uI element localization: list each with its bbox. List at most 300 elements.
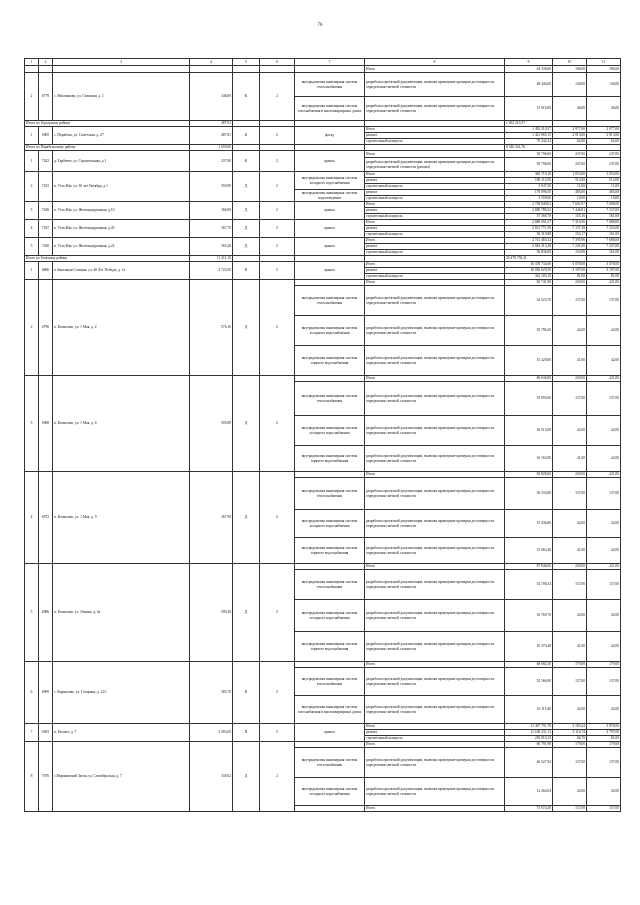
element-cell: внутридомовая инженерная система теплоснабжения — [295, 286, 365, 316]
area-cell: 576,10 — [190, 280, 233, 376]
work-type-cell: Итого — [365, 806, 505, 812]
column-number-row — [25, 59, 621, 66]
house-id-cell: 6796 — [39, 280, 53, 376]
column-number: 10 — [553, 59, 587, 66]
floors-cell: 2 — [260, 238, 295, 256]
row-number-cell: 5 — [25, 238, 39, 256]
cost-total-cell: 1 492 210,37 — [505, 127, 553, 133]
address-cell: п. Копылово, ул. 1 Мая, д. 9 — [53, 472, 190, 564]
unit-cost-cell: 247,00 — [553, 158, 587, 172]
category-cell: Д — [233, 220, 260, 238]
work-type-cell: строительный контроль — [365, 250, 505, 256]
element-cell: внутридомовая инженерная система теплоснабжения — [295, 748, 365, 778]
unit-cost-cell: 41,00 — [553, 446, 587, 472]
category-cell: Д — [233, 472, 260, 564]
cost-total-cell: 86 636,00 — [505, 376, 553, 382]
cost-total-cell: 64 336,06 — [505, 66, 553, 73]
work-type-cell: разработка проектной документации, включая проведение проверки достоверности определения сметной стоимости — [365, 446, 505, 472]
area-cell — [190, 66, 233, 73]
work-type-cell: строительный контроль — [365, 139, 505, 145]
column-number: 4 — [190, 59, 233, 66]
cost-total-cell: 53 959,60 — [505, 382, 553, 416]
cost-total-cell: 190 115,50 — [505, 178, 553, 184]
unit-cost-cell: 155,16 — [553, 214, 587, 220]
address-cell: с.Моряковский Затон, ул. Сентябрьская, д. 7 — [53, 742, 190, 812]
column-number: 9 — [505, 59, 553, 66]
element-cell: внутридомовая инженерная система холодного водоснабжения — [295, 600, 365, 632]
work-type-cell: строительный контроль — [365, 214, 505, 220]
house-id-cell: 6986 — [39, 564, 53, 662]
address-cell: с. Корнилово, ул. Гагарина, д. 12/1 — [53, 662, 190, 724]
work-type-cell: Итого — [365, 66, 505, 73]
address-cell: с. Моычаново, ул. Стишкин, д. 1 — [53, 73, 190, 121]
cost-total-cell: 15 916,00 — [505, 97, 553, 121]
cost-total-cell: 15 436,86 — [505, 510, 553, 538]
work-type-cell: Итого — [365, 202, 505, 208]
unit-cost-cell: 2 977,00 — [553, 127, 587, 133]
max-unit-cost-cell: 221,00 — [587, 472, 621, 478]
max-unit-cost-cell: 247,00 — [587, 158, 621, 172]
unit-cost-cell: 3 197,00 — [553, 268, 587, 274]
max-unit-cost-cell: 140,00 — [587, 73, 621, 97]
area-cell: 237,80 — [190, 151, 233, 172]
table-row — [25, 73, 621, 91]
unit-cost-cell: 2 913,00 — [553, 133, 587, 139]
floors-cell — [260, 66, 295, 73]
work-type-cell: Итого — [365, 662, 505, 668]
element-cell: крыша — [295, 262, 365, 280]
max-unit-cost-cell: 221,00 — [587, 280, 621, 286]
work-type-cell: Итого — [365, 724, 505, 730]
floors-cell: 2 — [260, 280, 295, 376]
element-cell: внутридомовая инженерная система холодного водоснабжения — [295, 778, 365, 806]
work-type-cell: разработка проектной документации, включая проведение проверки достоверности определения сметной стоимости — [365, 316, 505, 346]
cost-total-cell: 365 719,10 — [505, 172, 553, 178]
floors-cell: 2 — [260, 202, 295, 220]
unit-cost-cell: 3 183,44 — [553, 724, 587, 730]
cost-total-cell: 3 559,60 — [505, 196, 553, 202]
work-type-cell: разработка проектной документации, включая проведение проверки достоверности определения сметной стоимости — [365, 632, 505, 662]
max-unit-cost-cell: 46,00 — [587, 97, 621, 121]
area-cell: 487,81 — [190, 127, 233, 145]
element-cell: внутридомовая инженерная система теплоснабжения — [295, 668, 365, 696]
work-type-cell: разработка проектной документации, включая проведение проверки достоверности определения сметной стоимости — [365, 346, 505, 376]
area-cell: 11 411,10 — [190, 256, 233, 262]
floors-cell: 2 — [260, 151, 295, 172]
work-type-cell: строительный контроль — [365, 736, 505, 742]
category-cell: Д — [233, 742, 260, 812]
floors-cell: 2 — [260, 564, 295, 662]
work-type-cell: Итого — [365, 280, 505, 286]
unit-cost-cell: 42,00 — [553, 316, 587, 346]
district-label: Итого по Томскому району — [25, 256, 190, 262]
element-cell: внутридомовая инженерная система газоснабжения в многоквартирных домах — [295, 97, 365, 121]
address-cell: п. Усть-Юн, ул. Железнодорожная, д.20 — [53, 220, 190, 238]
cost-total-cell: 2 680 786,32 — [505, 208, 553, 214]
unit-cost-cell: 137,00 — [553, 668, 587, 696]
element-cell: внутридомовая инженерная система газоснабжения в многоквартирных домах — [295, 696, 365, 724]
area-cell: 599,28 — [190, 564, 233, 662]
max-unit-cost-cell: 42,00 — [587, 346, 621, 376]
cost-total-cell: 2 738 849,02 — [505, 202, 553, 208]
work-type-cell: разработка проектной документации, включая проведение проверки достоверности определения сметной стоимости — [365, 97, 505, 121]
unit-cost-cell: 42,00 — [553, 600, 587, 632]
house-id-cell: 7438 — [39, 238, 53, 256]
cost-total-cell: 2 688 091,27 — [505, 220, 553, 226]
element-cell: внутридомовая инженерная система теплоснабжения — [295, 73, 365, 97]
area-cell: 365,20 — [190, 238, 233, 256]
element-cell: крыша — [295, 724, 365, 742]
work-type-cell: Итого — [365, 220, 505, 226]
address-cell — [53, 66, 190, 73]
element-cell: внутридомовая инженерная система теплоснабжения — [295, 382, 365, 416]
work-type-cell: строительный контроль — [365, 196, 505, 202]
column-number: 2 — [39, 59, 53, 66]
floors-cell: 5 — [260, 262, 295, 280]
page-number: 76 — [317, 23, 323, 28]
max-unit-cost-cell: 42,00 — [587, 778, 621, 806]
category-cell — [233, 66, 260, 73]
column-number: 3 — [53, 59, 190, 66]
work-type-cell: разработка проектной документации, включая проведение проверки достоверности определения сметной стоимости — [365, 696, 505, 724]
category-cell: Д — [233, 172, 260, 202]
work-type-cell: ремонт — [365, 268, 505, 274]
max-unit-cost-cell: 2 913,00 — [587, 133, 621, 139]
max-unit-cost-cell: 7 525,00 — [587, 226, 621, 232]
address-cell: п. Рассвет, д. 7 — [53, 724, 190, 742]
max-unit-cost-cell: 7 688,00 — [587, 202, 621, 208]
work-type-cell: ремонт — [365, 208, 505, 214]
address-cell: п. Усть-Юн, ул. Железнодорожная, д.22 — [53, 238, 190, 256]
category-cell: П — [233, 724, 260, 742]
unit-cost-cell: 137,00 — [553, 748, 587, 778]
unit-cost-cell: 179,00 — [553, 742, 587, 748]
row-number-cell — [25, 66, 39, 73]
element-cell: внутридомовая инженерная система горячего водоснабжения — [295, 346, 365, 376]
work-type-cell: разработка проектной документации, включая проведение проверки достоверности определения сметной стоимости — [365, 668, 505, 696]
cost-total-cell: 1 492 210,37 — [505, 121, 553, 127]
max-unit-cost-cell: 485,00 — [587, 190, 621, 196]
cost-total-cell: 54 708,34 — [505, 570, 553, 600]
address-cell: п. Копылово, ул. 1 Мая, д. 2 — [53, 280, 190, 376]
unit-cost-cell: 66,70 — [553, 736, 587, 742]
work-type-cell: ремонт — [365, 190, 505, 196]
area-cell: 350,90 — [190, 172, 233, 202]
cost-total-cell: 2 684 415,28 — [505, 244, 553, 250]
floors-cell: 2 — [260, 73, 295, 121]
address-cell: п.Зональная Станция, ул. 40 Лет Победы, д. 1а — [53, 262, 190, 280]
unit-cost-cell: 11,00 — [553, 184, 587, 190]
row-number-cell: 1 — [25, 127, 39, 145]
max-unit-cost-cell: 137,00 — [587, 570, 621, 600]
cost-total-cell: 52 566,90 — [505, 668, 553, 696]
work-type-cell: разработка проектной документации, включая проведение проверки достоверности определения сметной стоимости — [365, 286, 505, 316]
cost-total-cell: 57 368,70 — [505, 214, 553, 220]
cost-total-cell: 16 115,40 — [505, 696, 553, 724]
unit-cost-cell: 137,00 — [553, 286, 587, 316]
cost-total-cell: 46 527,94 — [505, 748, 553, 778]
category-cell: К — [233, 262, 260, 280]
element-cell: внутридомовая инженерная система горячего водоснабжения — [295, 446, 365, 472]
unit-cost-cell: 7 241,00 — [553, 244, 587, 250]
unit-cost-cell: 41,00 — [553, 632, 587, 662]
floors-cell: 2 — [260, 742, 295, 812]
max-unit-cost-cell: 42,00 — [587, 632, 621, 662]
cost-total-cell: 70 244,22 — [505, 139, 553, 145]
max-unit-cost-cell: 42,00 — [587, 538, 621, 564]
row-number-cell: 3 — [25, 376, 39, 472]
unit-cost-cell: 513,00 — [553, 178, 587, 184]
max-unit-cost-cell: 3 197,00 — [587, 268, 621, 274]
category-cell: Д — [233, 202, 260, 220]
unit-cost-cell: 220,00 — [553, 472, 587, 478]
work-type-cell: строительный контроль — [365, 274, 505, 280]
area-cell: 330,62 — [190, 742, 233, 812]
unit-cost-cell: 179,00 — [553, 662, 587, 668]
unit-cost-cell: 41,00 — [553, 346, 587, 376]
column-number: 5 — [233, 59, 260, 66]
work-type-cell: Итого — [365, 172, 505, 178]
max-unit-cost-cell: 7 537,00 — [587, 208, 621, 214]
max-unit-cost-cell: 81,00 — [587, 736, 621, 742]
max-unit-cost-cell: 137,00 — [587, 382, 621, 416]
address-cell: с. Порабель, ул. Советская, д. 27 — [53, 127, 190, 145]
house-id-cell: 6779 — [39, 73, 53, 121]
work-type-cell: Итого — [365, 238, 505, 244]
unit-cost-cell: 485,00 — [553, 190, 587, 196]
house-id-cell: 7433 — [39, 172, 53, 202]
unit-cost-cell: 186,00 — [553, 66, 587, 73]
unit-cost-cell: 220,00 — [553, 280, 587, 286]
work-type-cell: строительный контроль — [365, 232, 505, 238]
work-type-cell: ремонт — [365, 178, 505, 184]
floors-cell: 2 — [260, 472, 295, 564]
max-unit-cost-cell: 62,00 — [587, 139, 621, 145]
address-cell: д. Тарбеево, ул. Строительная, д.1 — [53, 151, 190, 172]
max-unit-cost-cell: 179,00 — [587, 662, 621, 668]
house-id-cell — [39, 66, 53, 73]
max-unit-cost-cell: 42,00 — [587, 416, 621, 446]
area-cell: 595,80 — [190, 376, 233, 472]
work-type-cell: ремонт — [365, 133, 505, 139]
max-unit-cost-cell: 137,00 — [587, 286, 621, 316]
floors-cell: 2 — [260, 662, 295, 724]
unit-cost-cell: 220,00 — [553, 376, 587, 382]
max-unit-cost-cell: 7 527,00 — [587, 244, 621, 250]
max-unit-cost-cell: 81,00 — [587, 274, 621, 280]
work-type-cell: разработка проектной документации, включая проведение проверки достоверности определения сметной стоимости — [365, 510, 505, 538]
work-type-cell: разработка проектной документации, включая проведение проверки достоверности определения сметной стоимости — [365, 73, 505, 97]
work-type-cell: Итого — [365, 472, 505, 478]
max-unit-cost-cell: 513,00 — [587, 178, 621, 184]
element-cell: внутридомовая инженерная система теплоснабжения — [295, 478, 365, 510]
unit-cost-cell: 42,00 — [553, 696, 587, 724]
house-id-cell: 6965 — [39, 127, 53, 145]
column-number: 11 — [587, 59, 621, 66]
floors-cell: 5 — [260, 724, 295, 742]
unit-cost-cell: 137,00 — [553, 570, 587, 600]
cost-total-cell: 15 063,40 — [505, 538, 553, 564]
cost-total-cell: 82 741,90 — [505, 280, 553, 286]
work-type-cell: ремонт — [365, 226, 505, 232]
cost-total-cell: 87 846,60 — [505, 564, 553, 570]
work-type-cell: строительный контроль — [365, 184, 505, 190]
row-number-cell: 5 — [25, 564, 39, 662]
category-cell: К — [233, 73, 260, 121]
unit-cost-cell: 42,00 — [553, 416, 587, 446]
cost-total-cell: 170 096,50 — [505, 190, 553, 196]
work-type-cell: разработка проектной документации, включая проведение проверки достоверности определения сметной стоимости — [365, 778, 505, 806]
capital-repair-table — [24, 58, 621, 812]
max-unit-cost-cell: 137,00 — [587, 668, 621, 696]
work-type-cell: разработка проектной документации, включая проведение проверки достоверности определения сметной стоимости (ремонт) — [365, 158, 505, 172]
max-unit-cost-cell: 42,00 — [587, 696, 621, 724]
cost-total-cell: 11 407 791,78 — [505, 724, 553, 730]
house-id-cell: 6972 — [39, 472, 53, 564]
area-cell: 366,90 — [190, 202, 233, 220]
house-id-cell: 7076 — [39, 742, 53, 812]
element-cell: внутридомовая инженерная система водоотведения — [295, 190, 365, 202]
element-cell: фасад — [295, 127, 365, 145]
area-cell: 4 723,50 — [190, 262, 233, 280]
address-cell: п. Копылово, ул. Ленина, д. 6а — [53, 564, 190, 662]
cost-total-cell: 58 796,60 — [505, 158, 553, 172]
max-unit-cost-cell: 137,00 — [587, 748, 621, 778]
max-unit-cost-cell: 137,00 — [587, 478, 621, 510]
address-cell: п. Копылово, ул. 1 Мая, д. 6 — [53, 376, 190, 472]
house-id-cell: 7437 — [39, 220, 53, 238]
area-cell: 487,81 — [190, 121, 233, 127]
area-cell: 385,70 — [190, 662, 233, 724]
element-cell: внутридомовая инженерная система холодного водоснабжения — [295, 510, 365, 538]
unit-cost-cell: 7 310,56 — [553, 220, 587, 226]
address-cell: п. Усть-Юн, ул. 50 лет Октября, д.1 — [53, 172, 190, 202]
cost-total-cell: 16 769,76 — [505, 600, 553, 632]
table-row — [25, 66, 621, 73]
cost-total-cell: 2 631 771,39 — [505, 226, 553, 232]
table-row — [25, 724, 621, 730]
element-cell: крыша — [295, 202, 365, 220]
element-cell — [295, 66, 365, 73]
cost-total-cell: 3 947,50 — [505, 184, 553, 190]
unit-cost-cell: 137,00 — [553, 382, 587, 416]
cost-total-cell: 2 741 465,32 — [505, 238, 553, 244]
max-unit-cost-cell: 161,00 — [587, 232, 621, 238]
cost-total-cell: 84 828,60 — [505, 472, 553, 478]
max-unit-cost-cell: 137,00 — [587, 806, 621, 812]
unit-cost-cell: 220,00 — [553, 564, 587, 570]
cost-total-cell: 68 682,30 — [505, 662, 553, 668]
max-unit-cost-cell: 3 078,00 — [587, 262, 621, 268]
cost-total-cell: 11 168 231,13 — [505, 730, 553, 736]
unit-cost-cell: 7 157,39 — [553, 226, 587, 232]
house-id-cell: 7422 — [39, 151, 53, 172]
max-unit-cost-cell: 7 688,00 — [587, 220, 621, 226]
row-number-cell: 2 — [25, 280, 39, 376]
unit-cost-cell: 137,00 — [553, 478, 587, 510]
category-cell: К — [233, 151, 260, 172]
work-type-cell: разработка проектной документации, включая проведение проверки достоверности определения сметной стоимости — [365, 382, 505, 416]
max-unit-cost-cell: 1 053,00 — [587, 172, 621, 178]
unit-cost-cell: 153,17 — [553, 232, 587, 238]
unit-cost-cell: 3 116,74 — [553, 730, 587, 736]
unit-cost-cell: 41,00 — [553, 538, 587, 564]
element-cell: крыша — [295, 238, 365, 256]
max-unit-cost-cell: 161,00 — [587, 214, 621, 220]
max-unit-cost-cell: 3 878,00 — [587, 724, 621, 730]
element-cell: внутридомовая инженерная система холодного водоснабжения — [295, 416, 365, 446]
table-row — [25, 151, 621, 158]
work-type-cell: разработка проектной документации, включая проведение проверки достоверности определения сметной стоимости — [365, 600, 505, 632]
element-cell: внутридомовая инженерная система горячего водоснабжения — [295, 632, 365, 662]
max-unit-cost-cell: 42,00 — [587, 316, 621, 346]
cost-total-cell: 48 444,60 — [505, 73, 553, 97]
work-type-cell: ремонт — [365, 244, 505, 250]
cost-total-cell: 35 796,20 — [505, 316, 553, 346]
area-cell: 1 659,60 — [190, 145, 233, 151]
unit-cost-cell: 7 601,97 — [553, 202, 587, 208]
category-cell: Д — [233, 280, 260, 376]
column-number: 8 — [365, 59, 505, 66]
floors-cell: 2 — [260, 172, 295, 202]
work-type-cell: ремонт — [365, 730, 505, 736]
row-number-cell: 4 — [25, 220, 39, 238]
unit-cost-cell: 10,00 — [553, 196, 587, 202]
unit-cost-cell: 46,00 — [553, 97, 587, 121]
max-unit-cost-cell: 42,00 — [587, 446, 621, 472]
element-cell: внутридомовая инженерная система холодного водоснабжения — [295, 172, 365, 190]
max-unit-cost-cell: 2 977,00 — [587, 127, 621, 133]
max-unit-cost-cell: 186,00 — [587, 66, 621, 73]
cost-total-cell: 16 163,80 — [505, 446, 553, 472]
floors-cell: 2 — [260, 376, 295, 472]
unit-cost-cell: 154,96 — [553, 250, 587, 256]
unit-cost-cell: 140,00 — [553, 73, 587, 97]
category-cell: Д — [233, 238, 260, 256]
cost-total-cell: 56 836,69 — [505, 250, 553, 256]
max-unit-cost-cell: 10,00 — [587, 196, 621, 202]
address-cell: п. Усть-Юн, ул. Железнодорожная, д.10 — [53, 202, 190, 220]
element-cell — [295, 806, 365, 812]
max-unit-cost-cell: 221,00 — [587, 376, 621, 382]
floors-cell: 2 — [260, 127, 295, 145]
cost-total-cell: 16 513,00 — [505, 416, 553, 446]
element-cell: крыша — [295, 151, 365, 172]
row-number-cell: 8 — [25, 742, 39, 812]
category-cell: К — [233, 127, 260, 145]
max-unit-cost-cell: 179,00 — [587, 742, 621, 748]
category-cell: Д — [233, 564, 260, 662]
cost-total-cell: 14 264,04 — [505, 778, 553, 806]
column-number: 6 — [260, 59, 295, 66]
area-cell: 346,00 — [190, 73, 233, 121]
district-label: Итого по Парабельскому району — [25, 145, 190, 151]
unit-cost-cell: 7 395,96 — [553, 238, 587, 244]
cost-total-cell: 16 378 734,60 — [505, 262, 553, 268]
cost-total-cell: 15 429,00 — [505, 346, 553, 376]
unit-cost-cell: 81,00 — [553, 274, 587, 280]
max-unit-cost-cell: 42,00 — [587, 510, 621, 538]
area-cell: 367,70 — [190, 220, 233, 238]
row-number-cell: 3 — [25, 202, 39, 220]
max-unit-cost-cell: 11,00 — [587, 184, 621, 190]
work-type-cell: разработка проектной документации, включая проведение проверки достоверности определения сметной стоимости — [365, 570, 505, 600]
max-unit-cost-cell: 221,00 — [587, 564, 621, 570]
unit-cost-cell: 137,00 — [553, 806, 587, 812]
cost-total-cell: 1 421 965,15 — [505, 133, 553, 139]
cost-total-cell: 26 478 750,21 — [505, 256, 553, 262]
row-number-cell: 6 — [25, 662, 39, 724]
